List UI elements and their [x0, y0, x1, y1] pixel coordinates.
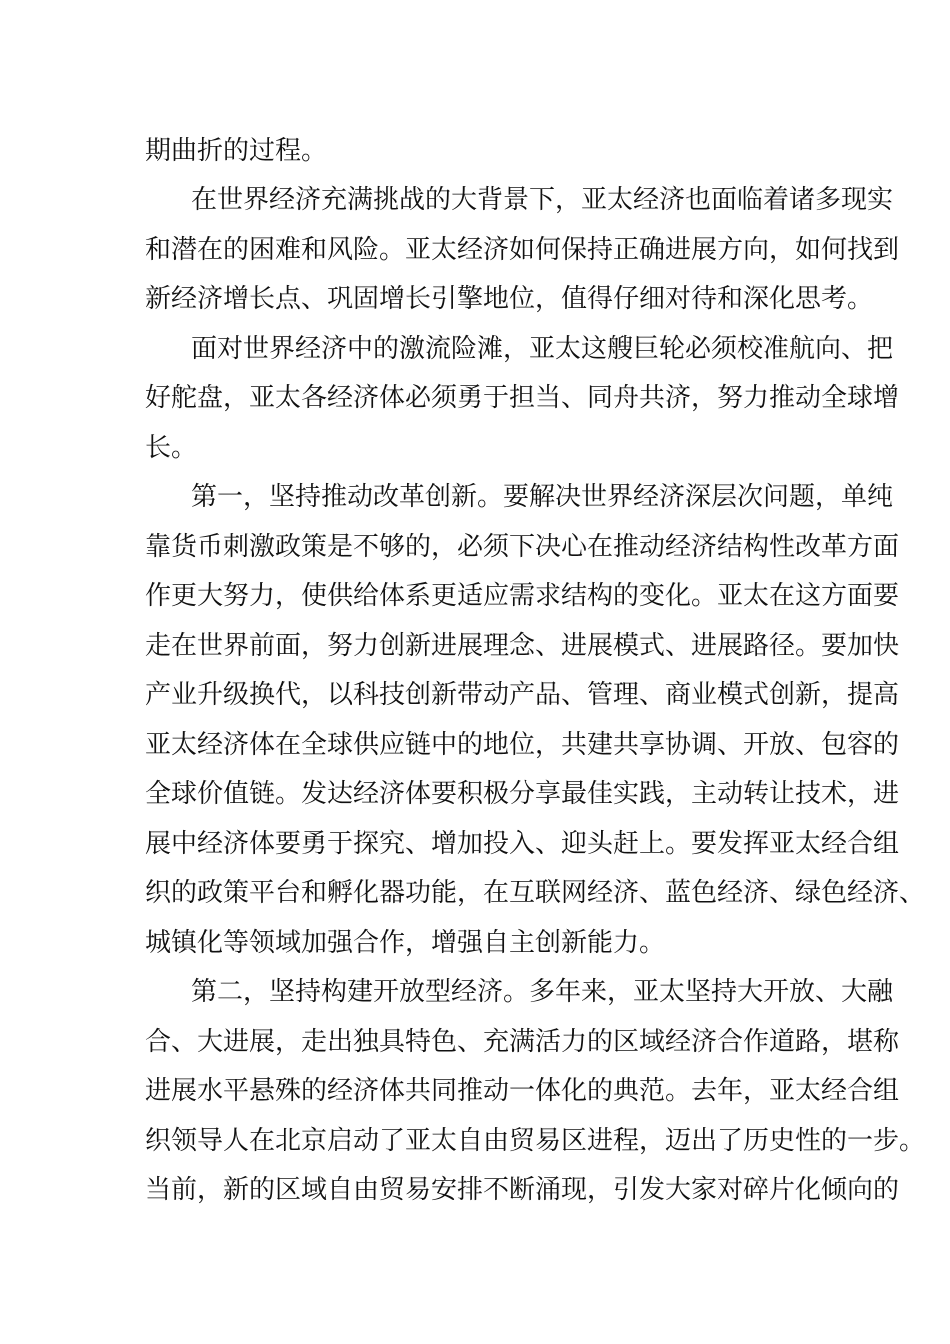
paragraph-line: 和潜在的困难和风险。亚太经济如何保持正确进展方向，如何找到: [145, 235, 900, 265]
paragraph-line: 展中经济体要勇于探究、增加投入、迎头赶上。要发挥亚太经合组: [145, 829, 900, 859]
paragraph-line: 新经济增长点、巩固增长引擎地位，值得仔细对待和深化思考。: [145, 284, 874, 314]
paragraph-line: 在世界经济充满挑战的大背景下，亚太经济也面临着诸多现实: [191, 185, 894, 215]
paragraph-line: 第二，坚持构建开放型经济。多年来，亚太坚持大开放、大融: [191, 977, 894, 1007]
paragraph-line: 织的政策平台和孵化器功能，在互联网经济、蓝色经济、绿色经济、: [145, 878, 926, 908]
paragraph-line: 走在世界前面，努力创新进展理念、进展模式、进展路径。要加快: [145, 631, 900, 661]
paragraph-line: 织领导人在北京启动了亚太自由贸易区进程，迈出了历史性的一步。: [145, 1126, 926, 1156]
paragraph-line: 亚太经济体在全球供应链中的地位，共建共享协调、开放、包容的: [145, 730, 900, 760]
paragraph-line: 产业升级换代，以科技创新带动产品、管理、商业模式创新，提高: [145, 680, 900, 710]
paragraph-line: 期曲折的过程。: [145, 136, 328, 166]
paragraph-line: 第一，坚持推动改革创新。要解决世界经济深层次问题，单纯: [191, 482, 894, 512]
paragraph-line: 当前，新的区域自由贸易安排不断涌现，引发大家对碎片化倾向的: [145, 1175, 900, 1205]
paragraph-line: 进展水平悬殊的经济体共同推动一体化的典范。去年，亚太经合组: [145, 1076, 900, 1106]
paragraph-line: 面对世界经济中的激流险滩，亚太这艘巨轮必须校准航向、把: [191, 334, 894, 364]
paragraph-line: 靠货币刺激政策是不够的，必须下决心在推动经济结构性改革方面: [145, 532, 900, 562]
paragraph-line: 全球价值链。发达经济体要积极分享最佳实践，主动转让技术，进: [145, 779, 900, 809]
paragraph-line: 合、大进展，走出独具特色、充满活力的区域经济合作道路，堪称: [145, 1027, 900, 1057]
paragraph-line: 城镇化等领域加强合作，增强自主创新能力。: [145, 928, 666, 958]
paragraph-line: 作更大努力，使供给体系更适应需求结构的变化。亚太在这方面要: [145, 581, 900, 611]
paragraph-line: 好舵盘，亚太各经济体必须勇于担当、同舟共济，努力推动全球增: [145, 383, 900, 413]
paragraph-line: 长。: [145, 433, 198, 463]
